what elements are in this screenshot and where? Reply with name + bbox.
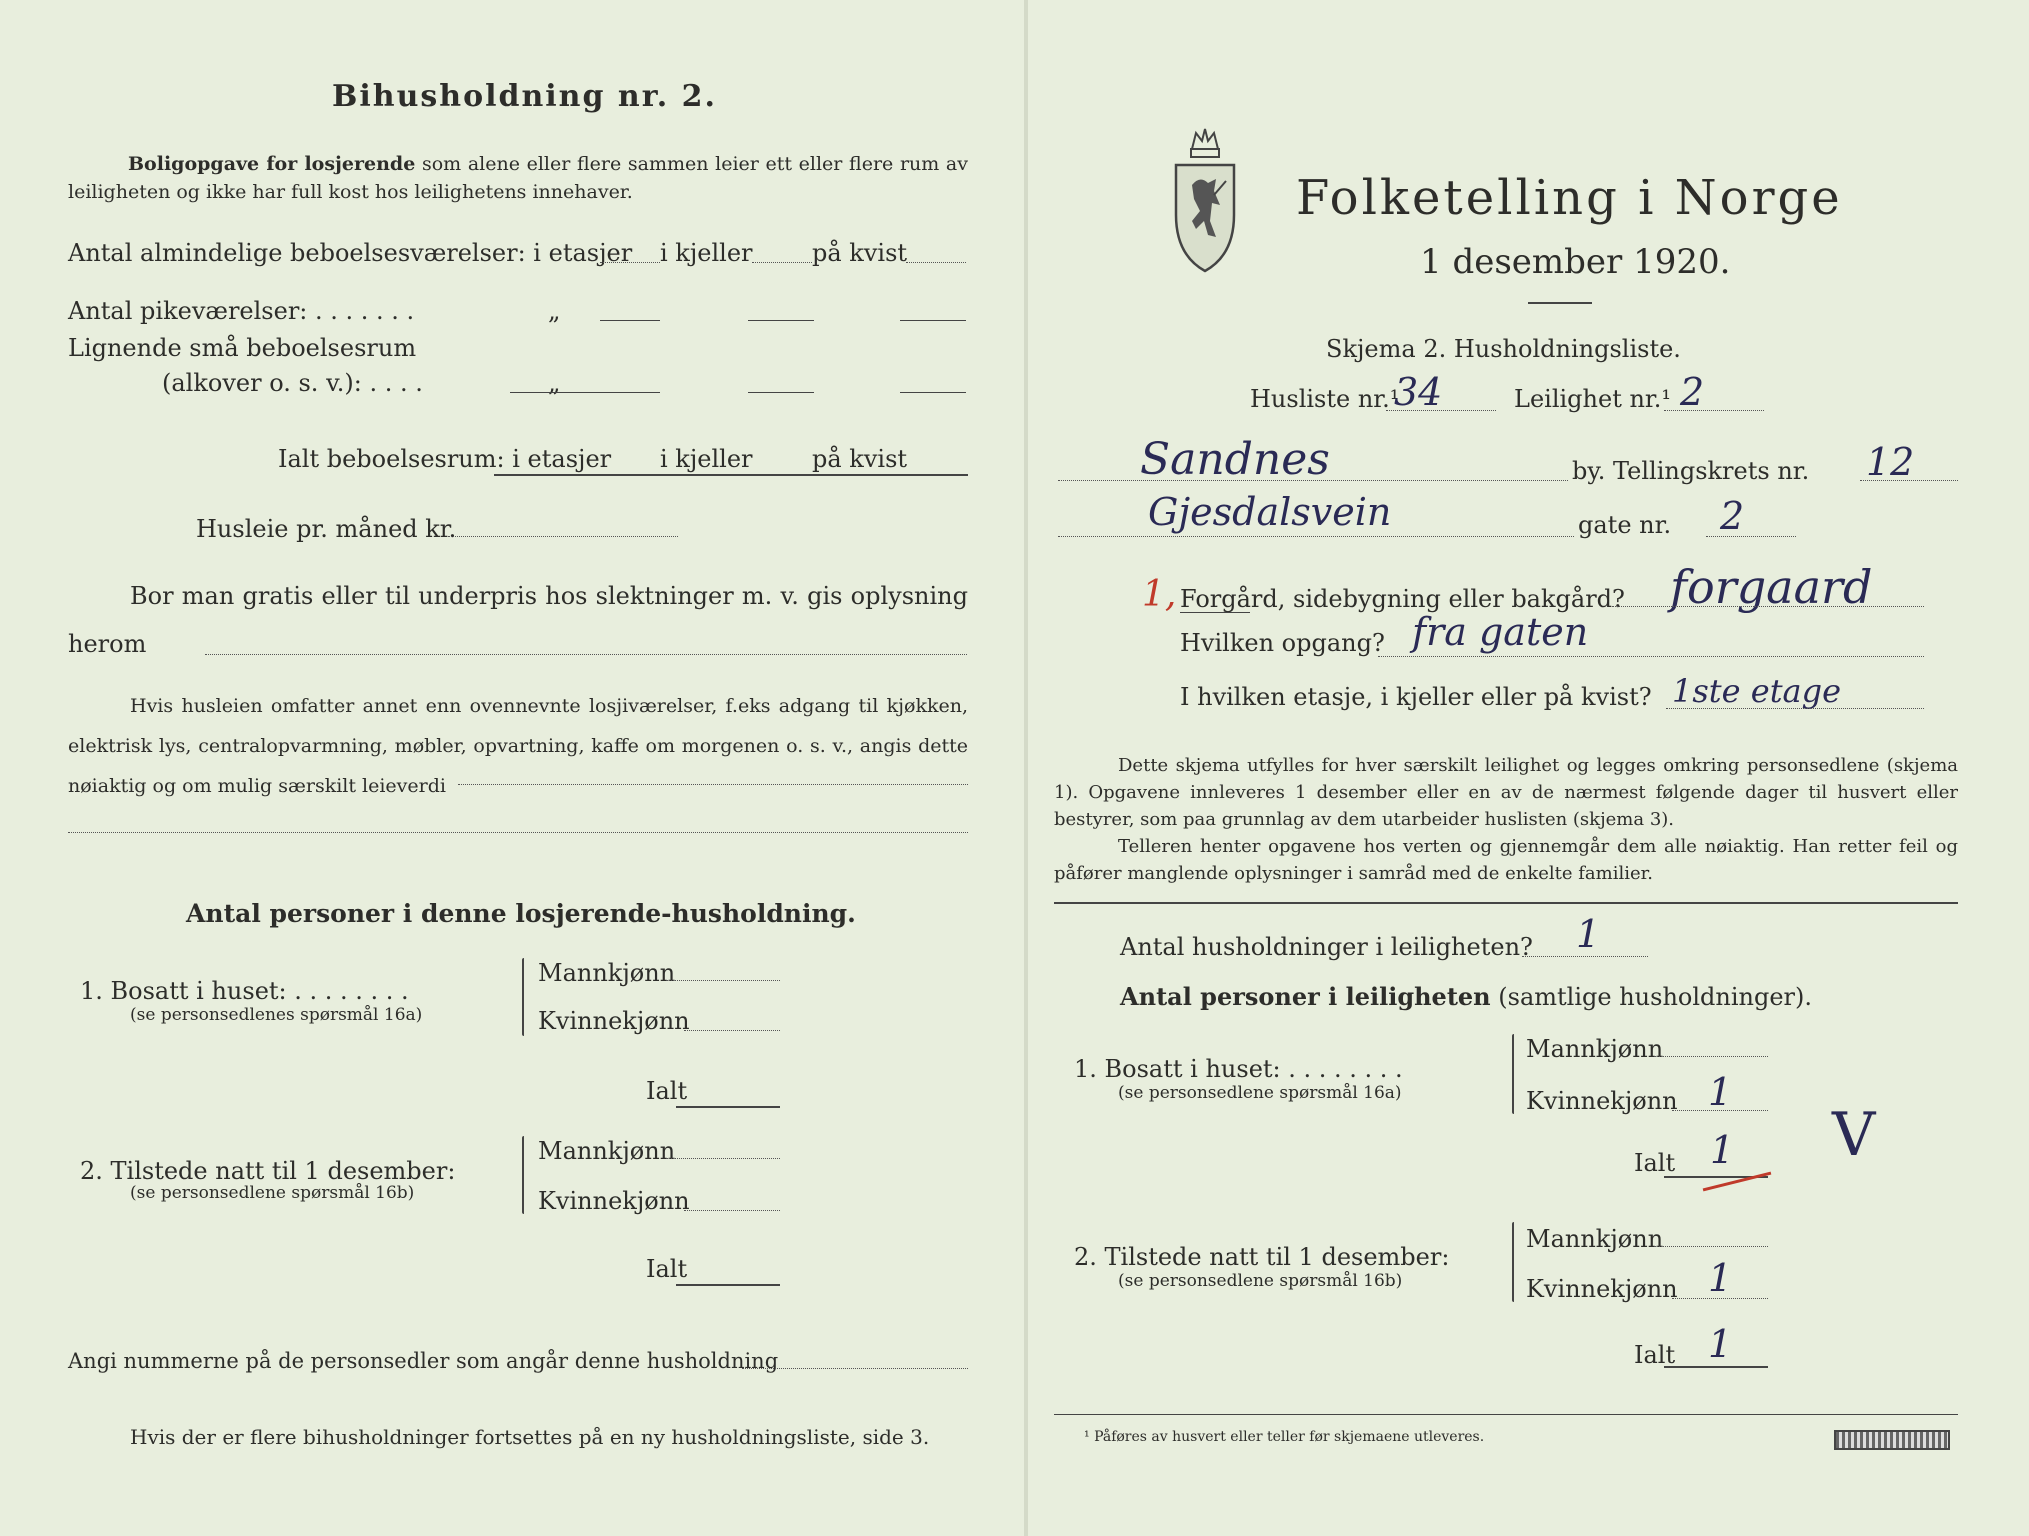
opgang-value: fra gaten <box>1412 610 1589 654</box>
left-tilstede-sub: (se personsedlene spørsmål 16b) <box>130 1183 415 1203</box>
city-value: Sandnes <box>1140 434 1330 485</box>
info-paragraph-1: Dette skjema utfylles for hver særskilt leilighet og legges omkring personsedlene (skjema 1). Opgavene innleveres 1 desember eller en av de nærmest følgende dager til husvert eller bestyrer, som paa grunnlag av dem utarbeider huslisten (skjema 3). <box>1054 755 1958 830</box>
left-bosatt-label: 1. Bosatt i huset: . . . . . . . . <box>80 977 409 1005</box>
right-tilstede-brace <box>1512 1222 1514 1302</box>
info-divider <box>1054 902 1958 904</box>
antal-hush-line <box>1522 956 1648 957</box>
forgard-value: forgaard <box>1670 560 1873 614</box>
gratis-line <box>205 654 967 655</box>
right-b-ialt: Ialt <box>1634 1149 1676 1177</box>
left-tilstede-brace <box>522 1136 524 1214</box>
husliste-line <box>1386 410 1496 411</box>
street-line <box>1058 536 1574 537</box>
gate-line <box>1706 536 1796 537</box>
intro-rest: som alene eller flere sammen leier ett eller flere rum av leiligheten og ikke har full kost hos leilighetens innehaver. <box>68 153 968 203</box>
left-t-kvinne-line <box>684 1210 780 1211</box>
right-t-mann-line <box>1654 1246 1768 1247</box>
row3a-label: Lignende små beboelsesrum <box>68 334 417 362</box>
right-t-mann: Mannkjønn <box>1526 1225 1664 1253</box>
right-title: Folketelling i Norge <box>1296 170 1843 226</box>
forgard-underline <box>1180 612 1250 613</box>
antal-pers-heading <box>1120 984 1812 1010</box>
row2-quote: „ <box>548 297 561 325</box>
row1-kvist: på kvist <box>812 239 908 267</box>
krets-value: 12 <box>1866 440 1915 484</box>
left-bosatt-sub: (se personsedlenes spørsmål 16a) <box>130 1005 423 1025</box>
intro-bold: Boligopgave for losjerende <box>128 153 416 175</box>
left-t-mann: Mannkjønn <box>538 1137 676 1165</box>
row3-line-a <box>510 392 660 393</box>
footnote-divider <box>1054 1414 1958 1415</box>
opgang-label: Hvilken opgang? <box>1180 629 1385 657</box>
gate-label: gate nr. <box>1578 511 1672 539</box>
right-bosatt-label: 1. Bosatt i huset: . . . . . . . . <box>1074 1055 1403 1083</box>
right-b-kvinne: Kvinnekjønn <box>1526 1087 1678 1115</box>
husleie-line <box>448 536 678 537</box>
row2-line-a <box>600 320 660 321</box>
right-t-ialt: Ialt <box>1634 1341 1676 1369</box>
right-b-kvinne-line <box>1672 1110 1768 1111</box>
etasje-label: I hvilken etasje, i kjeller eller på kvist? <box>1180 683 1652 711</box>
check-mark: V <box>1832 1100 1876 1170</box>
husliste-value: 34 <box>1394 370 1443 414</box>
leilighet-label: Leilighet nr.¹ <box>1514 385 1672 413</box>
page-fold <box>1024 0 1028 1536</box>
ialt-beboelse-label: Ialt beboelsesrum: i etasjer <box>278 445 612 473</box>
row2-line-b <box>748 320 814 321</box>
by-label: by. Tellingskrets nr. <box>1572 457 1810 485</box>
skjema-label: Skjema 2. Husholdningsliste. <box>1326 335 1681 363</box>
right-t-ialt-value: 1 <box>1708 1322 1733 1366</box>
left-b-ialt-line <box>676 1106 780 1108</box>
row3-line-c <box>900 392 966 393</box>
leilighet-value: 2 <box>1680 370 1705 414</box>
krets-line <box>1860 480 1958 481</box>
right-b-kvinne-value: 1 <box>1708 1070 1733 1114</box>
right-date: 1 desember 1920. <box>1420 242 1731 282</box>
forgard-label: Forgård, sidebygning eller bakgård? <box>1180 585 1625 613</box>
gate-value: 2 <box>1720 494 1745 538</box>
title-divider <box>1528 302 1592 304</box>
gratis-text: Bor man gratis eller til underpris hos slektninger m. v. gis oplysning herom <box>68 582 968 658</box>
hvis-line-2 <box>68 832 968 833</box>
ialt-kjeller: i kjeller <box>660 445 753 473</box>
row1-label: Antal almindelige beboelsesværelser: i etasjer <box>68 239 633 267</box>
right-b-ialt-value: 1 <box>1710 1128 1735 1172</box>
left-bosatt-brace <box>522 958 524 1036</box>
right-b-mann-line <box>1654 1056 1768 1057</box>
row2-line-c <box>900 320 966 321</box>
hvis-line <box>458 784 968 785</box>
row1-kvist-line <box>906 262 966 263</box>
right-tilstede-label: 2. Tilstede natt til 1 desember: <box>1074 1243 1450 1271</box>
husleie-label: Husleie pr. måned kr. <box>196 515 457 543</box>
forgard-mark: 1, <box>1142 574 1177 615</box>
row1-etasjer-line <box>600 262 660 263</box>
row2-label: Antal pikeværelser: . . . . . . . <box>68 297 415 325</box>
left-intro <box>68 150 968 206</box>
ialt-kvist: på kvist <box>812 445 908 473</box>
right-tilstede-sub: (se personsedlene spørsmål 16b) <box>1118 1271 1403 1291</box>
antal-pers-rest: (samtlige husholdninger). <box>1498 983 1813 1011</box>
opgang-line <box>1378 656 1924 657</box>
etasje-line <box>1666 708 1924 709</box>
street-value: Gjesdalsvein <box>1148 490 1392 534</box>
row3-line-b <box>748 392 814 393</box>
right-t-kvinne: Kvinnekjønn <box>1526 1275 1678 1303</box>
row3b-label: (alkover o. s. v.): . . . . <box>162 369 423 397</box>
etasje-value: 1ste etage <box>1672 672 1842 710</box>
right-t-kvinne-value: 1 <box>1708 1256 1733 1300</box>
left-title: Bihusholdning nr. 2. <box>332 79 717 114</box>
left-tilstede-label: 2. Tilstede natt til 1 desember: <box>80 1157 456 1185</box>
left-b-kvinne-line <box>684 1030 780 1031</box>
left-t-ialt: Ialt <box>646 1255 688 1283</box>
row1-kjeller-line <box>752 262 812 263</box>
left-t-ialt-line <box>676 1284 780 1286</box>
right-t-ialt-line <box>1664 1366 1768 1368</box>
leilighet-line <box>1664 410 1764 411</box>
right-t-kvinne-line <box>1672 1298 1768 1299</box>
left-b-mann: Mannkjønn <box>538 959 676 987</box>
red-check-stroke <box>1703 1172 1772 1192</box>
antal-hush-label: Antal husholdninger i leiligheten? <box>1120 933 1533 961</box>
ialt-beboelse-line <box>494 474 968 476</box>
angi-line <box>742 1368 968 1369</box>
antal-hush-value: 1 <box>1576 912 1601 956</box>
angi-text: Angi nummerne på de personsedler som angår denne husholdning <box>68 1349 779 1373</box>
forgard-line <box>1612 606 1924 607</box>
coat-of-arms-icon <box>1170 125 1240 275</box>
husliste-label: Husliste nr.¹ <box>1250 385 1400 413</box>
left-t-kvinne: Kvinnekjønn <box>538 1187 690 1215</box>
right-b-mann: Mannkjønn <box>1526 1035 1664 1063</box>
hvis-flere-text: Hvis der er flere bihusholdninger fortsettes på en ny husholdningsliste, side 3. <box>130 1425 930 1449</box>
footnote: ¹ Påføres av husvert eller teller før skjemaene utleveres. <box>1084 1429 1485 1445</box>
hvis-text: Hvis husleien omfatter annet enn ovennevnte losjiværelser, f.eks adgang til kjøkken, elektrisk lys, centralopvarmning, møbler, opvartning, kaffe om morgenen o. s. v., angis dette nøiaktig og om mulig særskilt leieverdi <box>68 695 968 797</box>
antal-pers-bold: Antal personer i leiligheten <box>1120 982 1491 1011</box>
left-t-mann-line <box>666 1158 780 1159</box>
right-bosatt-brace <box>1512 1034 1514 1114</box>
row3-quote: „ <box>548 369 561 397</box>
left-b-kvinne: Kvinnekjønn <box>538 1007 690 1035</box>
left-b-ialt: Ialt <box>646 1077 688 1105</box>
left-b-mann-line <box>666 980 780 981</box>
city-line <box>1058 480 1568 481</box>
printer-stamp-icon <box>1834 1430 1950 1450</box>
row1-kjeller: i kjeller <box>660 239 753 267</box>
info-paragraph-2: Telleren henter opgavene hos verten og gjennemgår dem alle nøiaktig. Han retter feil og påfører manglende oplysninger i samråd med de enkelte familier. <box>1054 836 1958 884</box>
left-antal-heading: Antal personer i denne losjerende-husholdning. <box>186 899 856 928</box>
right-bosatt-sub: (se personsedlene spørsmål 16a) <box>1118 1083 1402 1103</box>
